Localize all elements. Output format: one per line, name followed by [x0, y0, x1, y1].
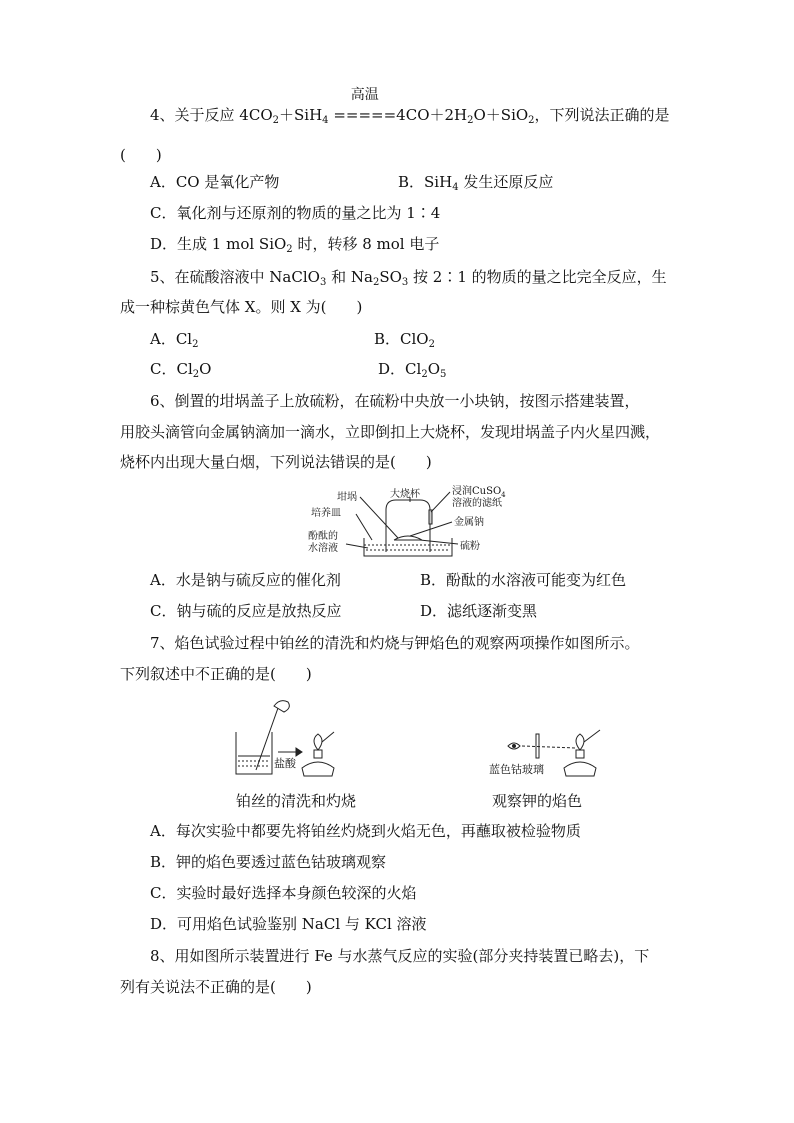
fig-label-filter-paper: 浸润CuSO$_4$	[452, 486, 506, 499]
q6-stem-line1: 6、倒置的坩埚盖子上放硫粉，在硫粉中央放一小块钠，按图示搭建装置，	[150, 392, 640, 410]
fig-label-sodium: 金属钠	[454, 517, 484, 528]
reaction-condition: 高温 =====	[333, 87, 397, 124]
fig-label-cobalt-glass: 蓝色钴玻璃	[489, 763, 544, 776]
q5-option-b: B．ClO$_2$	[374, 330, 435, 350]
q7-stem-line2: 下列叙述中不正确的是( )	[120, 665, 312, 683]
q4-option-d: D．生成 1 mol SiO$_2$ 时，转移 8 mol 电子	[150, 235, 440, 255]
q6-stem-line3: 烧杯内出现大量白烟，下列说法错误的是( )	[120, 453, 432, 471]
q6-option-b: B．酚酞的水溶液可能变为红色	[420, 571, 627, 589]
q6-stem-line2: 用胶头滴管向金属钠滴加一滴水，立即倒扣上大烧杯，发现坩埚盖子内火星四溅，	[120, 423, 661, 441]
q7-option-a: A．每次实验中都要先将铂丝灼烧到火焰无色，再蘸取被检验物质	[150, 822, 581, 840]
q4-paren: ( )	[120, 146, 162, 164]
q4-stem: 4、关于反应 $4CO_2+SiH_4$ 高温 $=====4CO+2H_2O+SiO_2$，下列说法正确的是	[150, 87, 670, 126]
q6-option-c: C．钠与硫的反应是放热反应	[150, 602, 342, 620]
q4-option-c: C．氧化剂与还原剂的物质的量之比为 1∶4	[150, 204, 441, 222]
q6-option-d: D．滤纸逐渐变黑	[420, 602, 538, 620]
q5-option-c: C．$Cl_2O$	[150, 360, 212, 380]
fig-label-filter-paper-2: 溶液的滤纸	[452, 498, 502, 509]
q5-option-d: D．$Cl_2O_5$	[378, 360, 447, 380]
fig-label-beaker: 大烧杯	[390, 489, 420, 500]
caption-platinum-wire: 铂丝的清洗和灼烧	[236, 792, 357, 810]
fig-label-hydrochloric-acid: 盐酸	[274, 757, 296, 770]
q8-stem-line1: 8、用如图所示装置进行 Fe 与水蒸气反应的实验(部分夹持装置已略去)，下	[150, 947, 650, 965]
q6-option-a: A．水是钠与硫反应的催化剂	[150, 571, 341, 589]
q7-option-d: D．可用焰色试验鉴别 NaCl 与 KCl 溶液	[150, 915, 427, 933]
q4-option-b: B．SiH$_4$ 发生还原反应	[398, 173, 554, 193]
q7-option-b: B．钾的焰色要透过蓝色钴玻璃观察	[150, 853, 387, 871]
fig-label-phenolphthalein-2: 水溶液	[308, 543, 338, 554]
fig-label-sulfur: 硫粉	[460, 541, 480, 552]
q5-option-a: A．$Cl_2$	[150, 330, 199, 350]
caption-potassium-flame: 观察钾的焰色	[492, 792, 583, 810]
fig-label-crucible: 坩埚	[337, 492, 357, 503]
q4-option-a: A．CO 是氧化产物	[150, 173, 280, 191]
q7-stem-line1: 7、焰色试验过程中铂丝的清洗和灼烧与钾焰色的观察两项操作如图所示。	[150, 634, 640, 652]
q8-stem-line2: 列有关说法不正确的是( )	[120, 978, 312, 996]
q7-option-c: C．实验时最好选择本身颜色较深的火焰	[150, 884, 417, 902]
q5-stem-line2: 成一种棕黄色气体 X。则 X 为( )	[120, 298, 363, 316]
q5-stem-line1: 5、在硫酸溶液中 NaClO$_3$ 和 $Na_2SO_3$ 按 2∶1 的物质的量之比完全反应，生	[150, 268, 667, 288]
fig-label-phenolphthalein: 酚酞的	[308, 531, 338, 542]
fig-label-dish: 培养皿	[311, 508, 341, 519]
